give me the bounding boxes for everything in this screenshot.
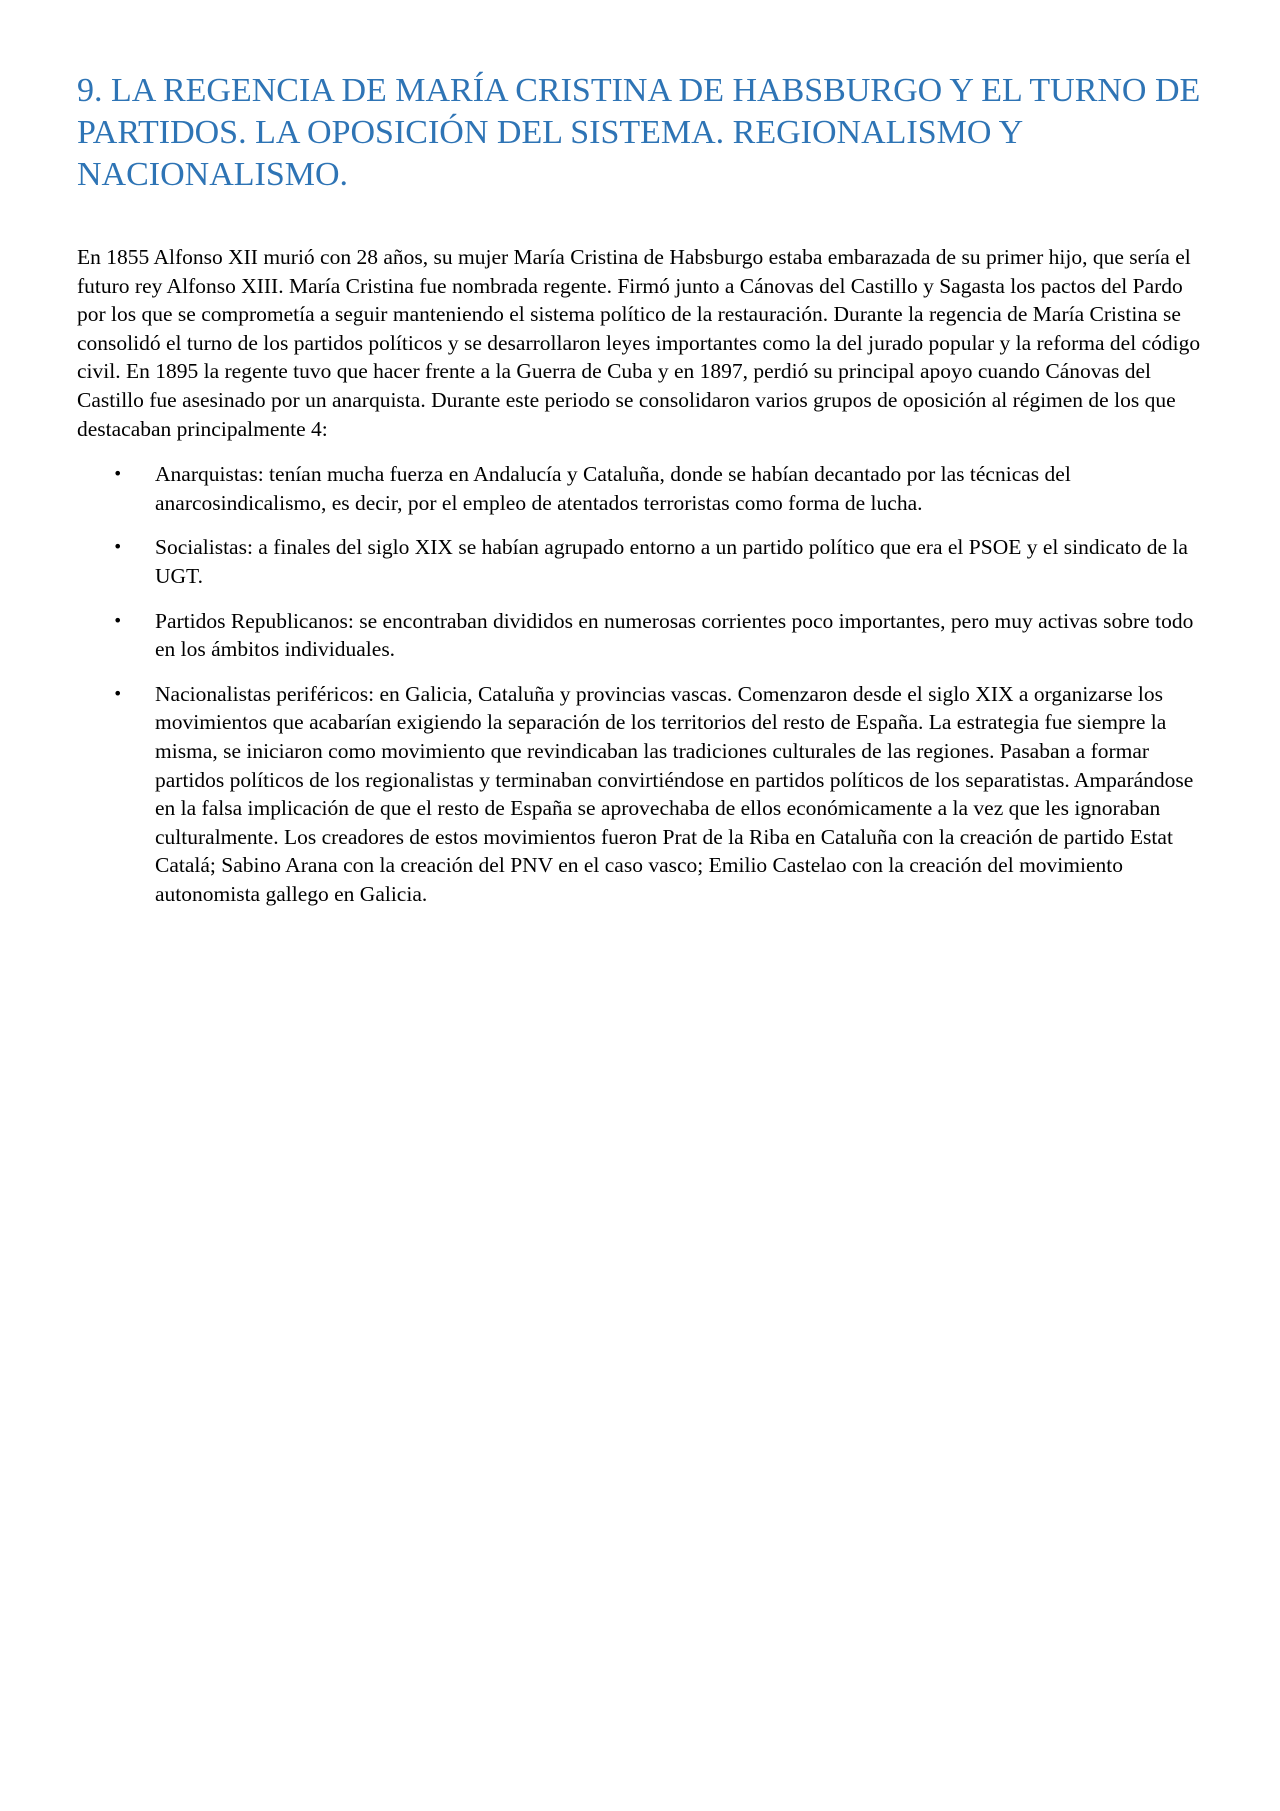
bullet-icon: •: [113, 464, 123, 484]
document-page: [77, 70, 1213, 924]
list-item-republicanos: [77, 607, 1213, 664]
list-item-text: Anarquistas: tenían mucha fuerza en Andalucía y Cataluña, donde se habían decantado por las técnicas del anarcosindicalismo, es decir, por el empleo de atentados terroristas como forma de lucha.: [155, 462, 1071, 515]
bullet-icon: •: [113, 683, 123, 703]
bullet-icon: •: [113, 610, 123, 630]
list-item-anarquistas: [77, 460, 1213, 517]
list-item-text: Socialistas: a finales del siglo XIX se habían agrupado entorno a un partido político que era el PSOE y el sindicato de la UGT.: [155, 535, 1188, 588]
document-title: 9. LA REGENCIA DE MARÍA CRISTINA DE HABSBURGO Y EL TURNO DE PARTIDOS. LA OPOSICIÓN DEL SISTEMA. REGIONALISMO Y NACIONALISMO.: [77, 72, 1201, 193]
bullet-icon: •: [113, 537, 123, 557]
list-item-text: Nacionalistas periféricos: en Galicia, Cataluña y provincias vascas. Comenzaron desde el siglo XIX a organizarse los movimientos que acabarían exigiendo la separación de los territorios del resto de España. La estrategia fue siempre la misma, se iniciaron como movimiento que revindicaban las tradiciones culturales de las regiones. Pasaban a formar partidos políticos de los regionalistas y terminaban convirtiéndose en partidos políticos de los separatistas. Amparándose en la falsa implicación de que el resto de España se aprovechaba de ellos económicamente a la vez que les ignoraban culturalmente. Los creadores de estos movimientos fueron Prat de la Riba en Cataluña con la creación de partido Estat Catalá; Sabino Arana con la creación del PNV en el caso vasco; Emilio Castelao con la creación del movimiento autonomista gallego en Galicia.: [155, 681, 1194, 906]
list-item-text: Partidos Republicanos: se encontraban divididos en numerosas corrientes poco importantes, pero muy activas sobre todo en los ámbitos individuales.: [155, 608, 1194, 662]
document-body: [77, 243, 1213, 908]
intro-paragraph: En 1855 Alfonso XII murió con 28 años, su mujer María Cristina de Habsburgo estaba embarazada de su primer hijo, que sería el futuro rey Alfonso XIII. María Cristina fue nombrada regente. Firmó junto a Cánovas del Castillo y Sagasta los pactos del Pardo por los que se comprometía a seguir manteniendo el sistema político de la restauración. Durante la regencia de María Cristina se consolidó el turno de los partidos políticos y se desarrollaron leyes importantes como la del jurado popular y la reforma del código civil. En 1895 la regente tuvo que hacer frente a la Guerra de Cuba y en 1897, perdió su principal apoyo cuando Cánovas del Castillo fue asesinado por un anarquista. Durante este periodo se consolidaron varios grupos de oposición al régimen de los que destacaban principalmente 4:: [77, 245, 1201, 441]
opposition-groups-list: [77, 460, 1213, 908]
list-item-nacionalistas: [77, 680, 1213, 909]
list-item-socialistas: [77, 533, 1213, 590]
